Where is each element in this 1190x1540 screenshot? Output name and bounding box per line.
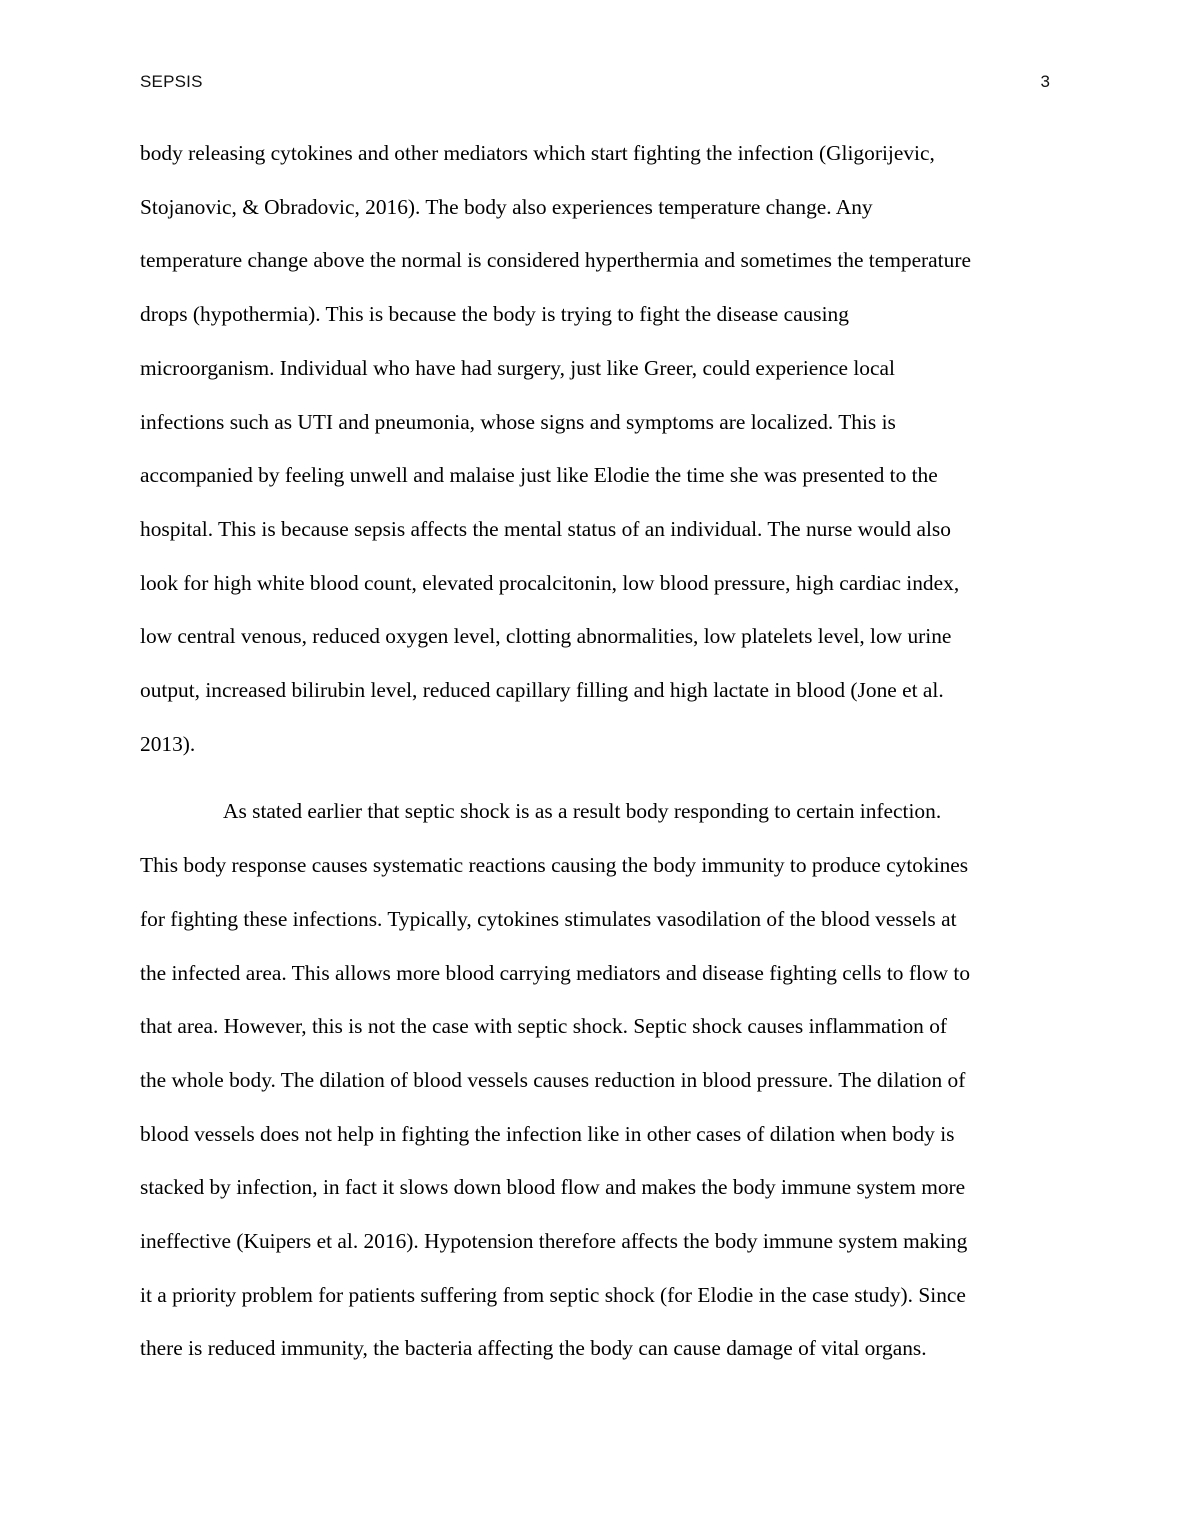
text-line: temperature change above the normal is considered hyperthermia and sometimes the temperature: [140, 248, 971, 273]
text-line: output, increased bilirubin level, reduced capillary filling and high lactate in blood (Jone et al.: [140, 678, 944, 703]
text-line: This body response causes systematic reactions causing the body immunity to produce cytokines: [140, 853, 969, 878]
text-line: the infected area. This allows more blood carrying mediators and disease fighting cells to flow to: [140, 960, 971, 985]
running-head: SEPSIS: [140, 72, 203, 91]
body-text: [140, 127, 1050, 1376]
text-line: infections such as UTI and pneumonia, whose signs and symptoms are localized. This is: [140, 409, 896, 434]
text-line: the whole body. The dilation of blood vessels causes reduction in blood pressure. The dilation of: [140, 1067, 966, 1092]
text-line: accompanied by feeling unwell and malaise just like Elodie the time she was presented to the: [140, 463, 938, 488]
text-line: it a priority problem for patients suffering from septic shock (for Elodie in the case study). Since: [140, 1282, 966, 1307]
paragraph-2: [140, 785, 1050, 1376]
text-line: hospital. This is because sepsis affects the mental status of an individual. The nurse would also: [140, 516, 951, 541]
text-line: blood vessels does not help in fighting the infection like in other cases of dilation when body is: [140, 1121, 955, 1146]
text-line: body releasing cytokines and other mediators which start fighting the infection (Gligorijevic,: [140, 141, 935, 165]
text-line: ineffective (Kuipers et al. 2016). Hypotension therefore affects the body immune system making: [140, 1229, 968, 1254]
text-line: Stojanovic, & Obradovic, 2016). The body also experiences temperature change. Any: [140, 194, 873, 219]
text-line: for fighting these infections. Typically, cytokines stimulates vasodilation of the blood vessels at: [140, 906, 957, 931]
text-line: low central venous, reduced oxygen level, clotting abnormalities, low platelets level, low urine: [140, 624, 952, 649]
text-line: that area. However, this is not the case with septic shock. Septic shock causes inflammation of: [140, 1014, 948, 1039]
text-line: microorganism. Individual who have had surgery, just like Greer, could experience local: [140, 355, 895, 380]
paragraph-1: [140, 127, 1050, 771]
text-line-indented: As stated earlier that septic shock is as a result body responding to certain infection.: [223, 799, 942, 824]
text-line: stacked by infection, in fact it slows down blood flow and makes the body immune system more: [140, 1175, 966, 1200]
page-number: 3: [1040, 72, 1050, 91]
text-line: there is reduced immunity, the bacteria affecting the body can cause damage of vital organs.: [140, 1336, 927, 1361]
text-line: look for high white blood count, elevated procalcitonin, low blood pressure, high cardiac index,: [140, 570, 960, 595]
text-line: drops (hypothermia). This is because the body is trying to fight the disease causing: [140, 302, 849, 327]
text-line: 2013).: [140, 731, 196, 756]
